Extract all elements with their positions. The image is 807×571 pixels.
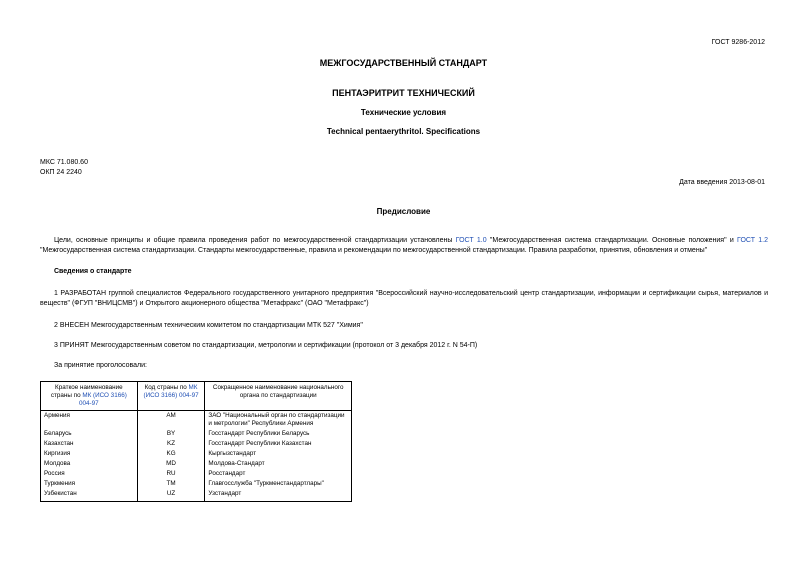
country-code: UZ — [137, 489, 205, 502]
country-code: KG — [137, 449, 205, 459]
country-code: KZ — [137, 439, 205, 449]
table-row — [41, 429, 352, 439]
document-title: ПЕНТАЭРИТРИТ ТЕХНИЧЕСКИЙ — [332, 88, 475, 98]
country-code: TM — [137, 479, 205, 489]
table-row — [41, 489, 352, 502]
standards-body: ЗАО "Национальный орган по стандартизации и метрологии" Республики Армения — [205, 411, 352, 430]
document-header: МЕЖГОСУДАРСТВЕННЫЙ СТАНДАРТ — [319, 58, 488, 68]
mks-code: МКС 71.080.60 — [40, 159, 88, 166]
header-country-text: Краткое наименование страны по — [50, 384, 123, 399]
country-name: Киргизия — [41, 449, 138, 459]
standards-body: Кыргызстандарт — [205, 449, 352, 459]
foreword-paragraph — [40, 236, 768, 256]
country-code: MD — [137, 459, 205, 469]
country-name: Россия — [41, 469, 138, 479]
gost-1-2-link[interactable]: ГОСТ 1.2 — [737, 237, 768, 244]
item-introduced: 2 ВНЕСЕН Межгосударственным техническим комитетом по стандартизации МТК 527 "Химия" — [54, 322, 363, 329]
country-name: Беларусь — [41, 429, 138, 439]
foreword-text-2: "Межгосударственная система стандартизации. Основные положения" и — [486, 237, 738, 244]
standards-body: Главгосслужба "Туркменстандартлары" — [205, 479, 352, 489]
table-row — [41, 449, 352, 459]
country-code: AM — [137, 411, 205, 430]
table-row — [41, 469, 352, 479]
country-name: Молдова — [41, 459, 138, 469]
standards-body: Госстандарт Республики Казахстан — [205, 439, 352, 449]
subtitle-en: Technical pentaerythritol. Specifications — [326, 127, 481, 136]
country-name: Туркмения — [41, 479, 138, 489]
table-row — [41, 459, 352, 469]
country-name: Узбекистан — [41, 489, 138, 502]
standards-body: Молдова-Стандарт — [205, 459, 352, 469]
foreword-title: Предисловие — [376, 207, 431, 216]
voting-table — [40, 381, 352, 502]
country-name: Казахстан — [41, 439, 138, 449]
standards-body: Узстандарт — [205, 489, 352, 502]
country-code: BY — [137, 429, 205, 439]
info-heading: Сведения о стандарте — [54, 268, 132, 275]
document-code: ГОСТ 9286-2012 — [711, 39, 765, 46]
country-code: RU — [137, 469, 205, 479]
header-country — [41, 382, 138, 411]
table-row — [41, 479, 352, 489]
table-header-row — [41, 382, 352, 411]
foreword-text-1: Цели, основные принципы и общие правила проведения работ по межгосударственной стандартизации установлены — [54, 237, 456, 244]
foreword-text-3: "Межгосударственная система стандартизации. Стандарты межгосударственные, правила и рекомендации по межгосударственной стандартизации. Правила разработки, принятия, обновления и отмены" — [40, 247, 708, 254]
mk-iso-3166-link[interactable]: МК (ИСО 3166) 004-97 — [79, 392, 127, 407]
mk-iso-3166-code-link[interactable]: МК (ИСО 3166) 004-97 — [143, 384, 199, 399]
country-name: Армения — [41, 411, 138, 430]
table-row — [41, 439, 352, 449]
standards-body: Росстандарт — [205, 469, 352, 479]
gost-1-0-link[interactable]: ГОСТ 1.0 — [455, 237, 487, 244]
table-row — [41, 411, 352, 430]
header-code-text: Код страны по — [144, 384, 189, 391]
header-code — [137, 382, 205, 411]
subtitle-ru: Технические условия — [360, 108, 447, 117]
item-developed: 1 РАЗРАБОТАН группой специалистов Федерального государственного унитарного предприятия "Всероссийский научно-исследовательский центр стандартизации, информации и сертификации сырья, материалов и веществ" (ФГУП "ВНИЦСМВ") и Открытого акционерного общества "Метафракс" (ОАО "Метафракс") — [40, 290, 768, 307]
item-adopted: 3 ПРИНЯТ Межгосударственным советом по стандартизации, метрологии и сертификации (протокол от 3 декабря 2012 г. N 54-П) — [54, 342, 478, 349]
standards-body: Госстандарт Республики Беларусь — [205, 429, 352, 439]
header-body: Сокращенное наименование национального органа по стандартизации — [205, 382, 352, 411]
voted-label: За принятие проголосовали: — [54, 362, 147, 369]
introduction-date: Дата введения 2013-08-01 — [679, 179, 765, 186]
okp-code: ОКП 24 2240 — [40, 169, 82, 176]
